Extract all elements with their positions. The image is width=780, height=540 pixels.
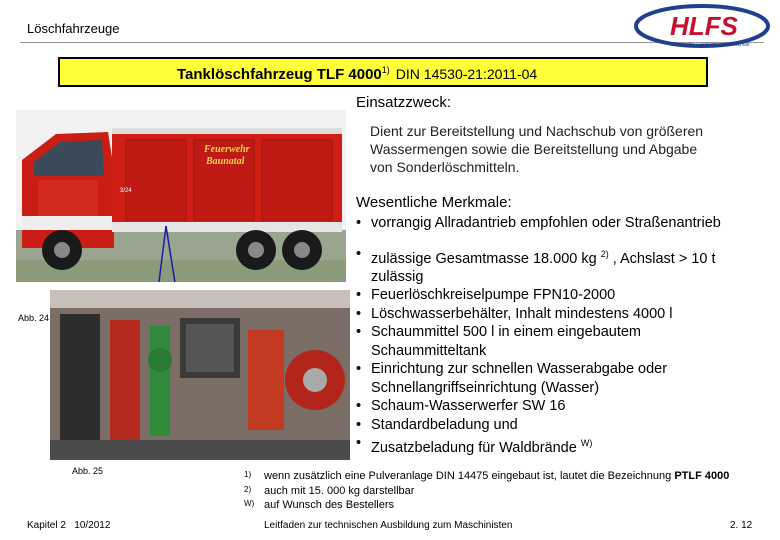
list-item: • vorrangig Allradantrieb empfohlen oder Straßenantrieb bbox=[356, 215, 721, 231]
banner-title: Tanklöschfahrzeug TLF 4000$^{1)}$ DIN 14530-21:2011-04 bbox=[177, 65, 538, 83]
list-item: • Löschwasserbehälter, Inhalt mindestens 4000 l bbox=[356, 305, 673, 322]
einsatzzweck-heading: Einsatzzweck: bbox=[356, 94, 452, 111]
truck-number: 3/24 bbox=[120, 188, 132, 194]
svg-text:HLFS: HLFS bbox=[670, 11, 738, 41]
image-caption-25: Abb. 25 bbox=[72, 466, 104, 476]
list-item: • Feuerlöschkreiselpumpe FPN10-2000 bbox=[356, 287, 616, 304]
list-item: • Schaummittel 500 l in einem eingebautem bbox=[356, 324, 642, 341]
einsatzzweck-text: Dient zur Bereitstellung und Nachschub von größeren Wassermengen sowie die Bereitstellung und Abgabe von Sonderlöschmitteln. bbox=[370, 123, 704, 175]
list-item: • zulässige Gesamtmasse 18.000 kg $^{2)}$ , Achslast > 10 t bbox=[356, 245, 716, 267]
hlfs-logo bbox=[630, 4, 770, 50]
list-item: • Standardbeladung und bbox=[356, 416, 518, 433]
fire-truck-photo bbox=[16, 110, 346, 282]
list-item: • Schaum-Wasserwerfer SW 16 bbox=[356, 398, 566, 415]
list-item-continuation: Schnellangriffseinrichtung (Wasser) bbox=[371, 379, 600, 396]
din-norm: DIN 14530-21:2011-04 bbox=[395, 66, 538, 82]
list-item-continuation: zulässig bbox=[371, 268, 424, 285]
footnote-1: 1) wenn zusätzlich eine Pulveranlage DIN 14475 eingebaut ist, lautet die Bezeichnung PTLF 4000 bbox=[244, 470, 730, 482]
page-number: 2. 12 bbox=[730, 520, 753, 531]
title-banner bbox=[58, 57, 708, 87]
truck-label-2: Baunatal bbox=[206, 156, 245, 167]
truck-label-1: Feuerwehr bbox=[204, 144, 250, 155]
image-caption-24: Abb. 24 bbox=[18, 313, 50, 323]
pump-compartment-photo bbox=[50, 290, 350, 460]
footnote-2: 2) auch mit 15. 000 kg darstellbar bbox=[244, 485, 415, 497]
section-title: Löschfahrzeuge bbox=[27, 21, 120, 36]
merkmale-heading: Wesentliche Merkmale: bbox=[356, 194, 512, 211]
list-item: • Einrichtung zur schnellen Wasserabgabe oder bbox=[356, 361, 668, 378]
merkmale-list bbox=[350, 214, 770, 458]
footer-center: Leitfaden zur technischen Ausbildung zum Maschinisten bbox=[264, 520, 513, 531]
svg-text:Hessische Landesfeuerwehrschul: Hessische Landesfeuerwehrschule bbox=[672, 42, 750, 48]
footnote-3: W) auf Wunsch des Bestellers bbox=[244, 499, 395, 511]
list-item-continuation: Schaummitteltank bbox=[371, 342, 487, 359]
footer-chapter: Kapitel 2 10/2012 bbox=[27, 520, 111, 531]
list-item: • Zusatzbeladung für Waldbrände $^{W)}$ bbox=[356, 435, 593, 457]
